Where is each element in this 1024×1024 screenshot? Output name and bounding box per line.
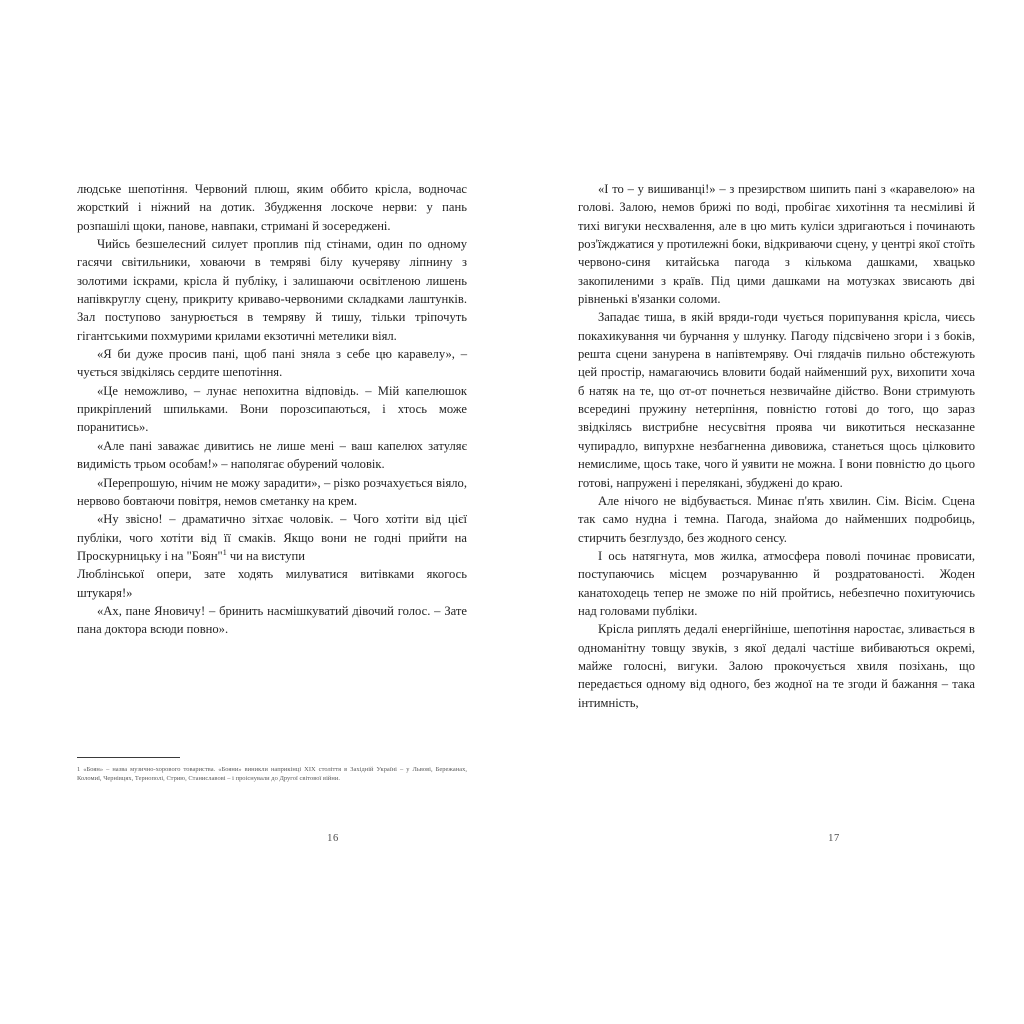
paragraph: Але нічого не відбувається. Минає п'ять хвилин. Сім. Вісім. Сцена так само нудна і темна. Пагода, знайома до найменших подробиць, стирчить безглуздо, без жодного сенсу. <box>578 493 975 545</box>
paragraph: Чийсь безшелесний силует проплив під стінами, один по одному гасячи світильники, ховаючи в темряві білу кучеряву ліпнину з золотими іскрами, крісла й публіку, і залишаючи освітленою лишень напівкруглу сцену, прикриту криваво-червоними складками лаштунків. Зал поступово занурюється в темряву й тишу, тільки тріпочуть гігантськими похмурими крилами екзотичні метелики віял. <box>77 237 467 343</box>
footnote-zone <box>77 757 467 783</box>
paragraph: «Це неможливо, – лунає непохитна відповідь. – Мій капелюшок прикріплений шпильками. Вони порозсипаються, і хтось може поранитись». <box>77 383 467 435</box>
page-right <box>512 0 1024 1024</box>
right-page-textblock <box>578 180 975 712</box>
paragraph: «Я би дуже просив пані, щоб пані зняла з себе цю каравелу», – чується звідкілясь сердите шепотіння. <box>77 347 467 380</box>
folio-left: 16 <box>327 833 339 844</box>
footnote-separator-rule <box>77 757 180 758</box>
footnote-marker: 1 <box>77 766 81 773</box>
footnote-body <box>77 765 467 783</box>
paragraph: «Перепрошую, нічим не можу зарадити», – різко розчахується віяло, нервово бовтаючи повітря, немов сметанку на крем. <box>77 475 467 508</box>
paragraph-text-tail: чи на виступи <box>226 548 305 563</box>
folio-right: 17 <box>828 833 840 844</box>
paragraph-text: «Ну звісно! – драматично зітхає чоловік. – Чого хотіти від цієї публіки, чого хотіти від її смаків. Якщо вони не годні прийти на Проскурницьку і на "Боян" <box>77 512 467 563</box>
paragraph: Люблінської опери, зате ходять милуватися витівками якогось штукаря!» <box>77 567 467 600</box>
left-page-textblock <box>77 180 467 639</box>
paragraph: Западає тиша, в якій вряди-годи чується порипування крісла, чиєсь покахикування чи бурчання у шлунку. Пагоду підсвічено згори і з боків, решта сцени занурена в напівтемряву. Очі глядачів пильно обстежують цей простір, намагаючись вловити бодай найменший рух, вихопити хоча б натяк на те, що от-от почнеться незвичайне дійство. Вони стримують всередині пружину нетерпіння, повністю готові до того, що зараз звідкілясь вистрибне несусвітня проява чи викотиться несказанне чупирадло, випурхне незбагненна дивовижа, станеться щось цілковито немислиме, щось таке, чого й уявити не можна. І вони повністю до цього готові, напружені і перелякані, збуджені до краю. <box>578 310 975 490</box>
paragraph: Крісла риплять дедалі енергійніше, шепотіння наростає, зливається в одноманітну товщу звуків, з якої дедалі частіше вибиваються окремі, майже голосні, вигуки. Залою прокочується хвиля позіхань, що передається одному від одного, без жодної на те згоди й бажання – така інтимність, <box>578 622 975 710</box>
footnote-text: «Боян» – назва музично-хорового товариства. «Бояни» виникли наприкінці XIX століття в Західній Україні – у Львові, Бережанах, Коломиї, Чернівцях, Тернополі, Стрию, Станиславові – і проіснували до Другої світової війни. <box>77 766 467 783</box>
paragraph-with-footnote-ref <box>77 510 467 565</box>
footnote-reference[interactable]: 1 <box>222 547 227 557</box>
paragraph: І ось натягнута, мов жилка, атмосфера поволі починає провисати, поступаючись місцем розчаруванню й роздратованості. Жоден канатоходець тепер не зможе по ній пройтись, небезпечно похитуючись над головами публіки. <box>578 548 975 618</box>
paragraph: людське шепотіння. Червоний плюш, яким оббито крісла, водночас жорсткий і ніжний на дотик. Збудження лоскоче нерви: у пань розпашілі щоки, панове, навпаки, стримані й зосереджені. <box>77 182 467 233</box>
paragraph: «Ах, пане Яновичу! – бринить насмішкуватий дівочий голос. – Зате пана доктора всюди повно». <box>77 603 467 637</box>
paragraph: «І то – у вишиванці!» – з презирством шипить пані з «каравелою» на голові. Залою, немов брижі по воді, пробігає хихотіння та несміливі й тихі вигуки несхвалення, але в цю мить куліси здригаються і починають роз'їжджатися у протилежні боки, відкриваючи сцену, у центрі якої стоїть червоно-синя китайська пагода з кількома дашками, хвацько закопиленими з країв. Під цими дашками на мотузках звисають дві рівненькі в'язанки соломи. <box>578 182 975 307</box>
paragraph: «Але пані заважає дивитись не лише мені – ваш капелюх затуляє видимість трьом особам!» – наполягає обурений чоловік. <box>77 438 467 472</box>
